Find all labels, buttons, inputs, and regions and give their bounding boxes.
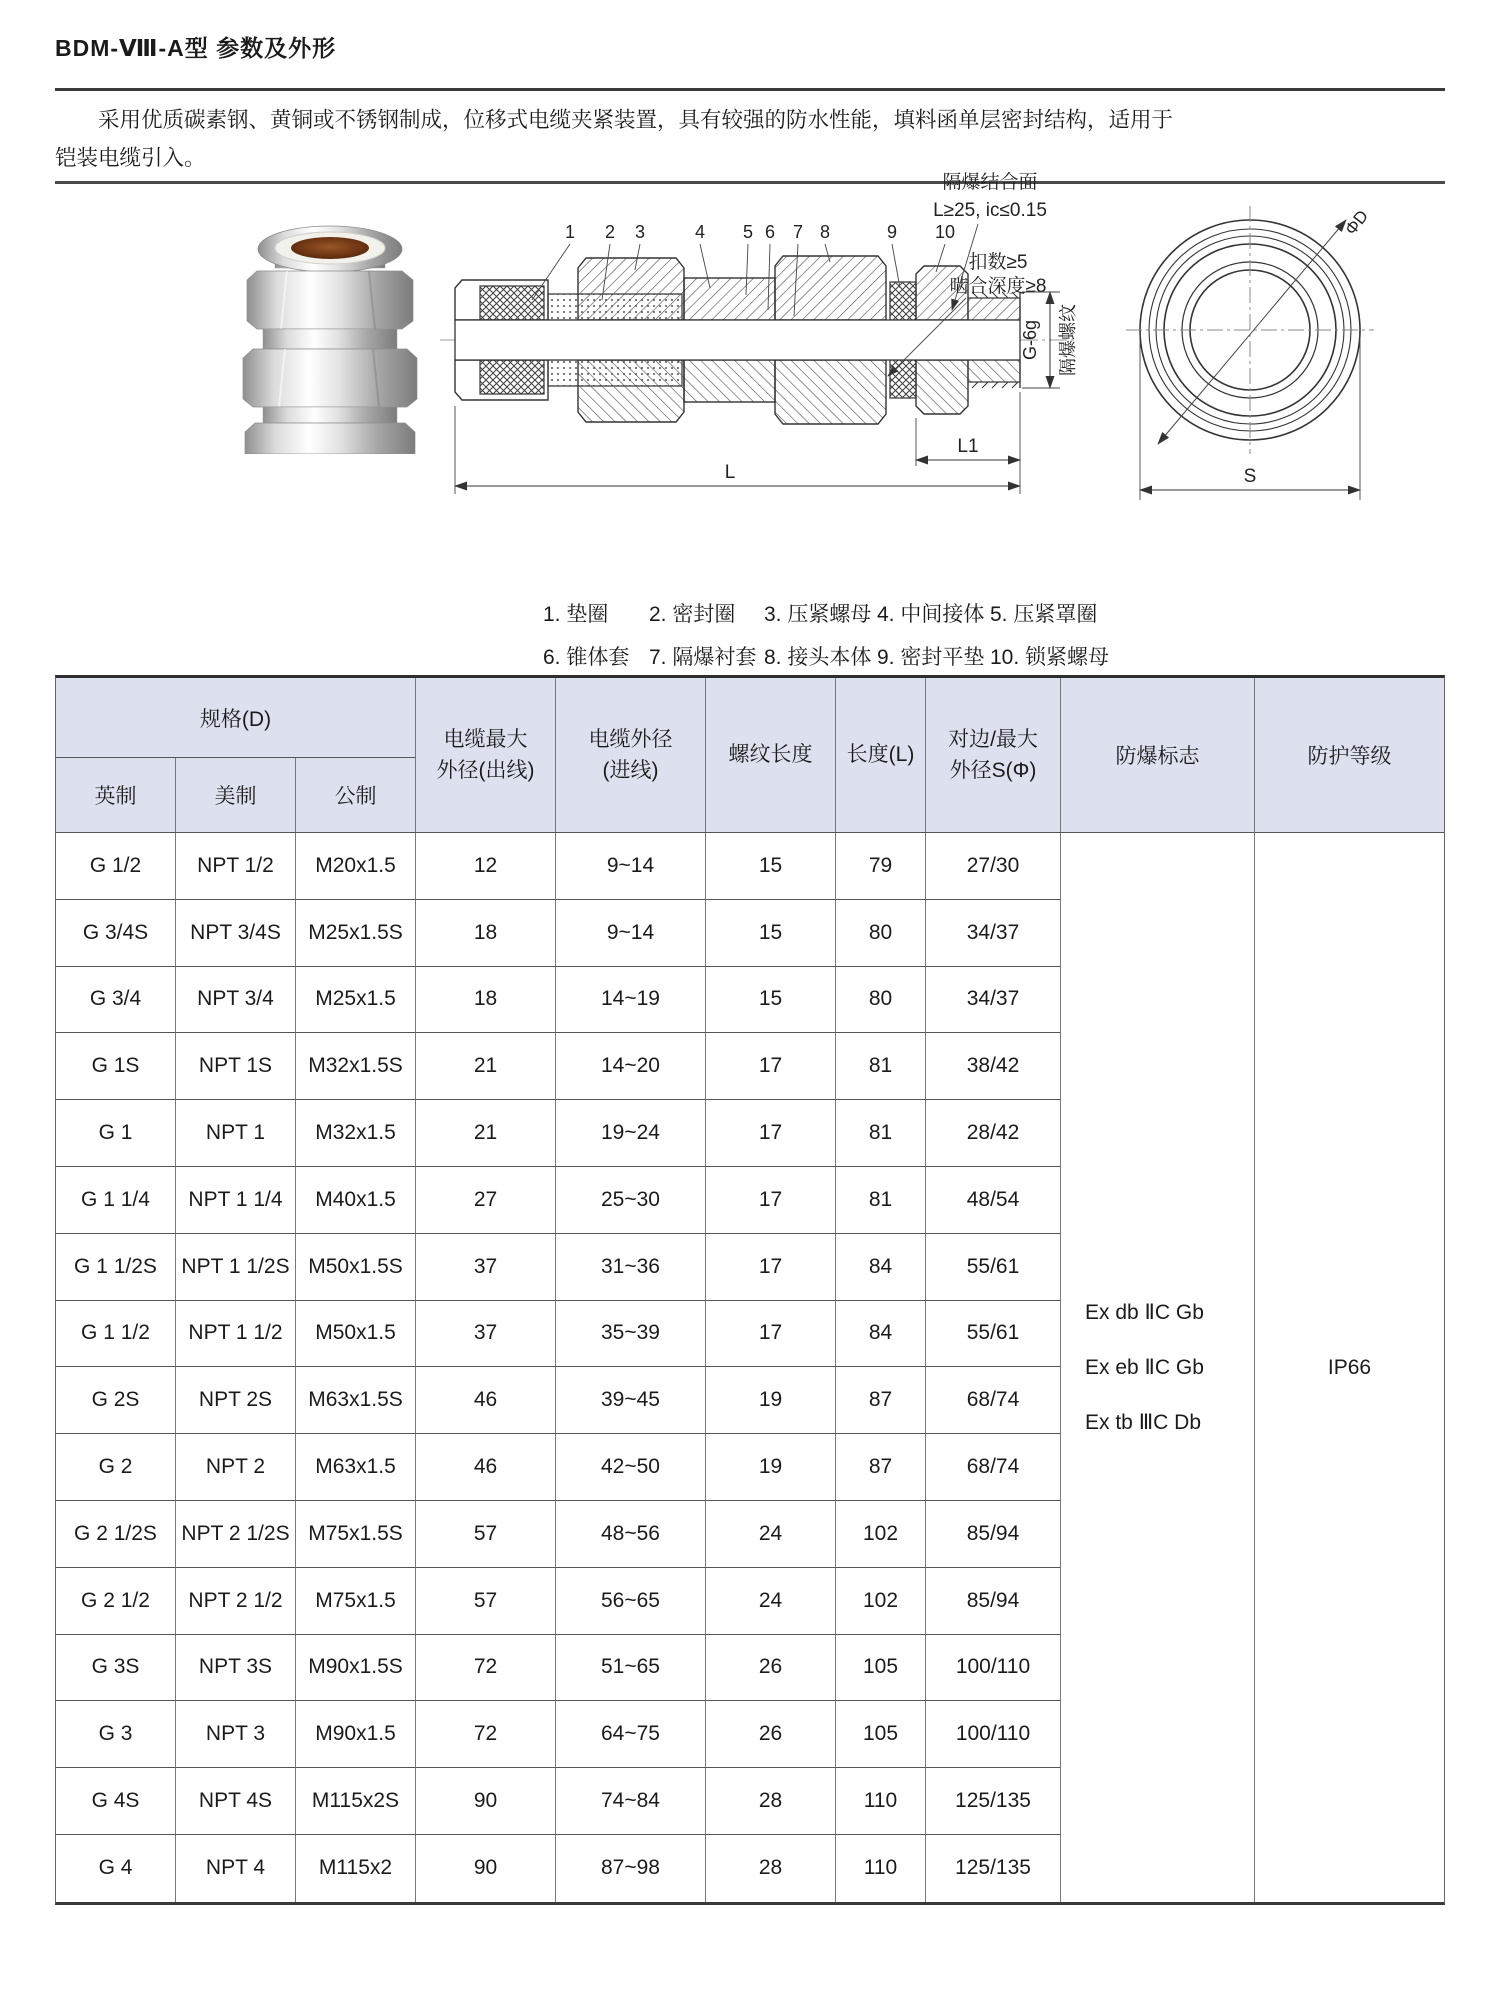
- table-cell: 17: [706, 1167, 836, 1234]
- table-cell: G 1: [56, 1100, 176, 1167]
- header-protection: 防护等级: [1255, 678, 1444, 833]
- table-cell: 68/74: [926, 1434, 1061, 1501]
- table-cell: 85/94: [926, 1501, 1061, 1568]
- table-cell: NPT 1 1/2S: [176, 1234, 296, 1301]
- table-cell: 72: [416, 1701, 556, 1768]
- table-cell: G 2S: [56, 1367, 176, 1434]
- table-cell: 19~24: [556, 1100, 706, 1167]
- table-cell: 90: [416, 1835, 556, 1902]
- table-cell: NPT 1S: [176, 1033, 296, 1100]
- legend-item: 3. 压紧螺母: [764, 602, 872, 626]
- table-cell: NPT 1 1/2: [176, 1301, 296, 1368]
- ex-mark-line: Ex tb ⅢC Db: [1085, 1411, 1202, 1434]
- part-number: 9: [886, 222, 898, 242]
- table-cell: 51~65: [556, 1635, 706, 1702]
- legend-item: 5. 压紧罩圈: [990, 602, 1098, 626]
- table-row: [56, 1768, 1061, 1835]
- table-cell: 9~14: [556, 900, 706, 967]
- header-thread-length: 螺纹长度: [706, 678, 836, 832]
- table-cell: 100/110: [926, 1701, 1061, 1768]
- table-cell: G 1 1/4: [56, 1167, 176, 1234]
- table-rows: [56, 833, 1061, 1902]
- table-cell: 56~65: [556, 1568, 706, 1635]
- table-cell: 64~75: [556, 1701, 706, 1768]
- annotation-engagement: 啮合深度≥8: [949, 276, 1047, 297]
- table-cell: 110: [836, 1835, 926, 1902]
- table-cell: NPT 3/4S: [176, 900, 296, 967]
- table-cell: 74~84: [556, 1768, 706, 1835]
- dim-l-label: L: [724, 462, 736, 483]
- table-cell: M25x1.5S: [296, 900, 416, 967]
- table-cell: 100/110: [926, 1635, 1061, 1702]
- table-row: [56, 1367, 1061, 1434]
- table-cell: 85/94: [926, 1568, 1061, 1635]
- table-cell: G 3: [56, 1701, 176, 1768]
- table-cell: 84: [836, 1301, 926, 1368]
- table-cell: 87: [836, 1367, 926, 1434]
- header-flats: [926, 678, 1061, 832]
- table-cell: NPT 2S: [176, 1367, 296, 1434]
- table-cell: M115x2S: [296, 1768, 416, 1835]
- table-cell: 28/42: [926, 1100, 1061, 1167]
- table-cell: 24: [706, 1568, 836, 1635]
- parts-legend: [543, 591, 1203, 677]
- table-cell: 81: [836, 1033, 926, 1100]
- table-cell: 12: [416, 833, 556, 900]
- table-cell: NPT 1: [176, 1100, 296, 1167]
- gland-section-body: [455, 256, 1020, 424]
- legend-item: 7. 隔爆衬套: [649, 645, 757, 669]
- table-cell: 21: [416, 1033, 556, 1100]
- table-cell: 15: [706, 967, 836, 1034]
- table-cell: M75x1.5: [296, 1568, 416, 1635]
- annotation-turns: 扣数≥5: [968, 252, 1028, 273]
- table-cell: 125/135: [926, 1835, 1061, 1902]
- part-number: 5: [742, 222, 754, 242]
- header-metric: 公制: [296, 758, 416, 832]
- table-cell: 39~45: [556, 1367, 706, 1434]
- table-cell: 37: [416, 1301, 556, 1368]
- intro-line-2: 铠装电缆引入。: [55, 146, 206, 170]
- table-cell: G 2 1/2: [56, 1568, 176, 1635]
- header-length: 长度(L): [836, 678, 926, 832]
- table-cell: 26: [706, 1635, 836, 1702]
- table-cell: 55/61: [926, 1301, 1061, 1368]
- table-cell: 68/74: [926, 1367, 1061, 1434]
- header-ex-mark: 防爆标志: [1061, 678, 1254, 833]
- table-cell: 17: [706, 1100, 836, 1167]
- annotation-joint-spec: L≥25, ic≤0.15: [933, 200, 1047, 221]
- table-cell: 90: [416, 1768, 556, 1835]
- table-row: [56, 1501, 1061, 1568]
- table-row: [56, 833, 1061, 900]
- legend-item: 2. 密封圈: [649, 602, 736, 626]
- header-od-in: [556, 678, 706, 832]
- header-us: 美制: [176, 758, 296, 832]
- table-cell: G 1 1/2S: [56, 1234, 176, 1301]
- table-cell: 110: [836, 1768, 926, 1835]
- table-cell: G 1/2: [56, 833, 176, 900]
- table-row: [56, 1033, 1061, 1100]
- table-cell: M115x2: [296, 1835, 416, 1902]
- table-cell: NPT 2 1/2S: [176, 1501, 296, 1568]
- table-row: [56, 1568, 1061, 1635]
- legend-item: 10. 锁紧螺母: [990, 645, 1110, 669]
- table-cell: 81: [836, 1167, 926, 1234]
- table-cell: 25~30: [556, 1167, 706, 1234]
- table-cell: 105: [836, 1635, 926, 1702]
- table-cell: NPT 1/2: [176, 833, 296, 900]
- part-number: 2: [604, 222, 616, 242]
- table-cell: 19: [706, 1367, 836, 1434]
- part-number: 3: [634, 222, 646, 242]
- table-row: [56, 900, 1061, 967]
- table-cell: M75x1.5S: [296, 1501, 416, 1568]
- table-cell: 14~19: [556, 967, 706, 1034]
- table-cell: 18: [416, 967, 556, 1034]
- end-view-drawing: [1118, 192, 1408, 522]
- table-cell: 105: [836, 1701, 926, 1768]
- table-cell: 80: [836, 900, 926, 967]
- table-cell: 18: [416, 900, 556, 967]
- table-cell: M25x1.5: [296, 967, 416, 1034]
- table-cell: M63x1.5S: [296, 1367, 416, 1434]
- part-number: 4: [694, 222, 706, 242]
- table-cell: 46: [416, 1367, 556, 1434]
- part-number: 8: [819, 222, 831, 242]
- header-line: 对边/最大: [948, 727, 1038, 751]
- table-cell: NPT 3/4: [176, 967, 296, 1034]
- table-cell: 84: [836, 1234, 926, 1301]
- legend-item: 8. 接头本体: [764, 645, 872, 669]
- spec-table: [55, 675, 1445, 1905]
- header-line: 电缆外径: [588, 727, 673, 751]
- thread-name-label: 隔爆螺纹: [1058, 304, 1078, 376]
- table-cell: 24: [706, 1501, 836, 1568]
- part-number: 1: [564, 222, 576, 242]
- table-cell: G 3/4S: [56, 900, 176, 967]
- table-row: [56, 1835, 1061, 1902]
- table-cell: 102: [836, 1568, 926, 1635]
- part-number-labels: [565, 222, 955, 242]
- annotation-joint-title: 隔爆结合面: [942, 172, 1038, 193]
- table-cell: NPT 1 1/4: [176, 1167, 296, 1234]
- header-rule: [55, 88, 1445, 91]
- table-cell: 57: [416, 1501, 556, 1568]
- table-cell: M32x1.5S: [296, 1033, 416, 1100]
- legend-row-1: [543, 591, 1203, 634]
- table-cell: 21: [416, 1100, 556, 1167]
- table-cell: 19: [706, 1434, 836, 1501]
- legend-item: 9. 密封平垫: [877, 645, 985, 669]
- ex-mark-line: Ex eb ⅡC Gb: [1085, 1356, 1204, 1379]
- legend-item: 1. 垫圈: [543, 602, 609, 626]
- header-line: 外径(出线): [436, 758, 535, 782]
- table-cell: M20x1.5: [296, 833, 416, 900]
- table-row: [56, 1100, 1061, 1167]
- table-cell: G 1S: [56, 1033, 176, 1100]
- table-cell: 15: [706, 833, 836, 900]
- header-max-od-out: [416, 678, 556, 832]
- table-cell: NPT 2 1/2: [176, 1568, 296, 1635]
- table-cell: 17: [706, 1234, 836, 1301]
- part-number: 10: [934, 222, 956, 242]
- header-line: 外径S(Φ): [949, 758, 1037, 782]
- ex-mark-line: Ex db ⅡC Gb: [1085, 1301, 1204, 1324]
- product-photo: [237, 216, 422, 454]
- table-cell: 57: [416, 1568, 556, 1635]
- table-row: [56, 1234, 1061, 1301]
- dim-d-label: ΦD: [1341, 206, 1373, 239]
- header-inch: 英制: [56, 758, 176, 832]
- legend-item: 4. 中间接体: [877, 602, 985, 626]
- table-cell: 14~20: [556, 1033, 706, 1100]
- table-cell: M40x1.5: [296, 1167, 416, 1234]
- table-cell: NPT 3: [176, 1701, 296, 1768]
- table-cell: G 4S: [56, 1768, 176, 1835]
- table-cell: 9~14: [556, 833, 706, 900]
- dim-l1-label: L1: [957, 436, 979, 457]
- table-cell: 17: [706, 1033, 836, 1100]
- table-cell: 26: [706, 1701, 836, 1768]
- table-cell: G 2: [56, 1434, 176, 1501]
- table-cell: 46: [416, 1434, 556, 1501]
- table-cell: 87~98: [556, 1835, 706, 1902]
- legend-item: 6. 锥体套: [543, 645, 630, 669]
- table-cell: 80: [836, 967, 926, 1034]
- table-cell: 35~39: [556, 1301, 706, 1368]
- section-drawing: [430, 160, 1110, 540]
- part-number: 7: [792, 222, 804, 242]
- table-cell: 28: [706, 1835, 836, 1902]
- header-line: (进线): [602, 758, 659, 782]
- table-row: [56, 1167, 1061, 1234]
- table-cell: 125/135: [926, 1768, 1061, 1835]
- table-cell: NPT 3S: [176, 1635, 296, 1702]
- table-header: [56, 678, 1061, 833]
- ex-marks-cell: [1061, 833, 1254, 1902]
- table-cell: 42~50: [556, 1434, 706, 1501]
- dim-s-label: S: [1243, 466, 1257, 487]
- table-cell: 38/42: [926, 1033, 1061, 1100]
- table-row: [56, 1434, 1061, 1501]
- table-cell: NPT 2: [176, 1434, 296, 1501]
- header-spec-group: 规格(D): [56, 678, 416, 758]
- table-cell: 81: [836, 1100, 926, 1167]
- table-row: [56, 1701, 1061, 1768]
- table-cell: NPT 4: [176, 1835, 296, 1902]
- table-cell: M63x1.5: [296, 1434, 416, 1501]
- table-cell: G 4: [56, 1835, 176, 1902]
- table-row: [56, 1301, 1061, 1368]
- table-cell: G 3/4: [56, 967, 176, 1034]
- table-cell: 27: [416, 1167, 556, 1234]
- table-cell: 27/30: [926, 833, 1061, 900]
- table-cell: 48~56: [556, 1501, 706, 1568]
- protection-rating-cell: [1255, 833, 1444, 1902]
- table-cell: G 3S: [56, 1635, 176, 1702]
- thread-code-label: G-6g: [1020, 319, 1040, 361]
- table-cell: 72: [416, 1635, 556, 1702]
- table-cell: M50x1.5S: [296, 1234, 416, 1301]
- table-cell: M32x1.5: [296, 1100, 416, 1167]
- table-cell: G 1 1/2: [56, 1301, 176, 1368]
- intro-line-1: 采用优质碳素钢、黄铜或不锈钢制成，位移式电缆夹紧装置，具有较强的防水性能，填料函单层密封结构，适用于: [98, 108, 1174, 132]
- table-cell: 17: [706, 1301, 836, 1368]
- table-cell: 87: [836, 1434, 926, 1501]
- table-cell: M90x1.5S: [296, 1635, 416, 1702]
- table-cell: G 2 1/2S: [56, 1501, 176, 1568]
- table-cell: 37: [416, 1234, 556, 1301]
- table-cell: NPT 4S: [176, 1768, 296, 1835]
- protection-rating: IP66: [1327, 1355, 1372, 1379]
- table-cell: 34/37: [926, 967, 1061, 1034]
- table-cell: 15: [706, 900, 836, 967]
- part-number: 6: [764, 222, 776, 242]
- table-cell: 79: [836, 833, 926, 900]
- table-cell: 55/61: [926, 1234, 1061, 1301]
- table-cell: 34/37: [926, 900, 1061, 967]
- table-cell: M50x1.5: [296, 1301, 416, 1368]
- table-cell: 31~36: [556, 1234, 706, 1301]
- table-row: [56, 967, 1061, 1034]
- table-cell: M90x1.5: [296, 1701, 416, 1768]
- table-cell: 102: [836, 1501, 926, 1568]
- page-title: BDM-Ⅷ-A型 参数及外形: [55, 35, 337, 61]
- table-cell: 48/54: [926, 1167, 1061, 1234]
- table-cell: 28: [706, 1768, 836, 1835]
- table-row: [56, 1635, 1061, 1702]
- header-line: 电缆最大: [443, 727, 528, 751]
- legend-row-2: [543, 634, 1203, 677]
